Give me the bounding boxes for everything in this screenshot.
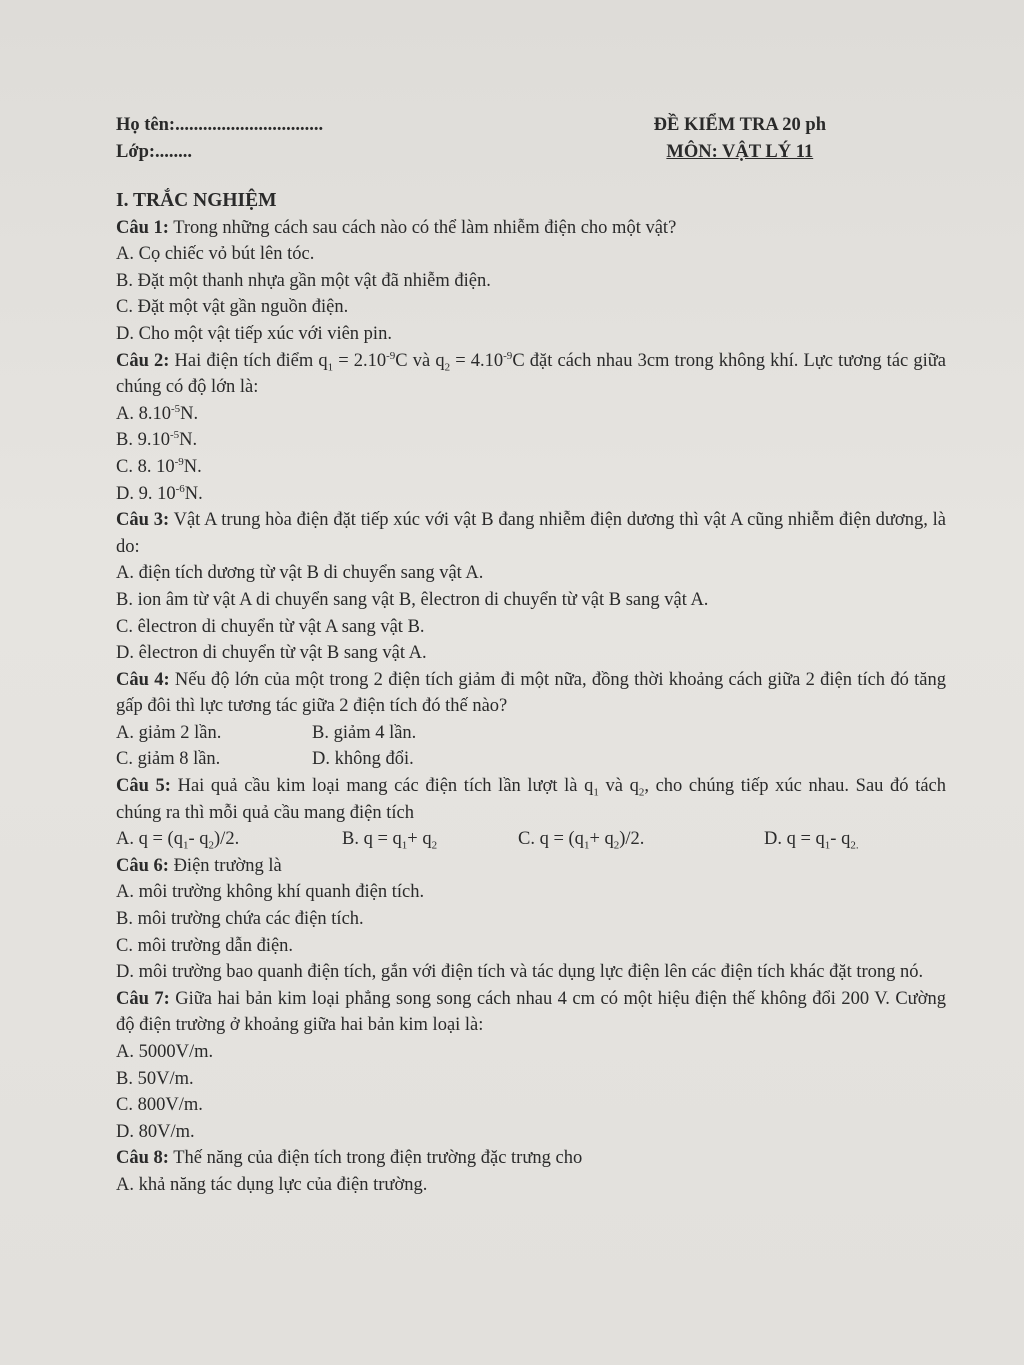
q4-option-b: B. giảm 4 lần. xyxy=(312,722,417,743)
question-text: Thế năng của điện tích trong điện trường đặc trưng cho xyxy=(168,1148,583,1169)
exam-header xyxy=(116,112,946,166)
q4-option-a: A. giảm 2 lần. xyxy=(116,722,222,743)
subject-title: MÔN: VẬT LÝ 11 xyxy=(666,142,814,162)
question-text: Giữa hai bản kim loại phẳng song song cách nhau 4 cm có một hiệu điện thế không đổi 200 V. Cường độ điện trường ở khoảng giữa hai bản kim loại là: xyxy=(116,988,946,1036)
q1-option-c: C. Đặt một vật gần nguồn điện. xyxy=(116,297,349,318)
q8-option-a: A. khả năng tác dụng lực của điện trường. xyxy=(116,1174,428,1195)
q5-option-b: B. $q = q_1+ q_2$ xyxy=(342,829,438,852)
q6-option-b: B. môi trường chứa các điện tích. xyxy=(116,909,364,930)
question-label: Câu 6: xyxy=(116,855,169,876)
question-text: Vật A trung hòa điện đặt tiếp xúc với vật B đang nhiễm điện dương thì vật A cũng nhiễm điện dương, là do: xyxy=(116,510,946,557)
q2-option-d: D. 9. $10^{-6}N$. xyxy=(116,482,203,504)
q3-option-a: A. điện tích dương từ vật B di chuyển sang vật A. xyxy=(116,563,484,584)
q6-option-a: A. môi trường không khí quanh điện tích. xyxy=(116,882,425,903)
q1-option-b: B. Đặt một thanh nhựa gần một vật đã nhiễm điện. xyxy=(116,270,491,291)
question-3 xyxy=(116,507,946,560)
q7-option-d: D. 80V/m. xyxy=(116,1121,195,1142)
q7-option-a: A. 5000V/m. xyxy=(116,1042,214,1062)
q7-option-c: C. 800V/m. xyxy=(116,1095,203,1116)
section-title: I. TRẮC NGHIỆM xyxy=(116,190,277,211)
question-label: Câu 1: xyxy=(116,217,169,238)
q3-option-b: B. ion âm từ vật A di chuyển sang vật B, êlectron di chuyển từ vật B sang vật A. xyxy=(116,589,709,610)
question-2: Câu 2: Hai điện tích điểm $q_1 = 2.10^{-9}C$ và $q_2 = 4.10^{-9}C$ đặt cách nhau 3cm trong không khí. Lực tương tác giữa chúng có độ lớn là: xyxy=(116,349,946,398)
q3-option-d: D. êlectron di chuyển từ vật B sang vật A. xyxy=(116,643,427,664)
q4-options-row-2 xyxy=(116,746,946,773)
question-7 xyxy=(116,986,946,1039)
q5-option-d: D. $q = q_1-$ $q_{2.}$ xyxy=(764,829,859,852)
q7-option-b: B. 50V/m. xyxy=(116,1068,194,1089)
q3-option-c: C. êlectron di chuyển từ vật A sang vật B. xyxy=(116,616,425,637)
q2-option-a: A. $8.10^{-5}N$. xyxy=(116,402,199,424)
question-6 xyxy=(116,853,946,880)
question-5: Câu 5: Hai quả cầu kim loại mang các điện tích lần lượt là $q_1$ và $q_2$, cho chúng tiếp xúc nhau. Sau đó tách chúng ra thì mỗi quả cầu mang điện tích xyxy=(116,776,947,823)
question-8 xyxy=(116,1145,946,1172)
class-field-label: Lớp:........ xyxy=(116,142,193,162)
question-label: Câu 4: xyxy=(116,669,170,690)
question-text: Nếu độ lớn của một trong 2 điện tích giảm đi một nữa, đồng thời khoảng cách giữa 2 điện tích đó tăng gấp đôi thì lực tương tác giữa 2 điện tích đó thế nào? xyxy=(116,669,946,717)
q5-option-c: C. $q = (q_1+ q_2)/2$. xyxy=(518,829,645,852)
exam-content xyxy=(116,112,946,1199)
name-field-label: Họ tên:................................ xyxy=(116,115,324,135)
q4-option-d: D. không đổi. xyxy=(312,749,414,770)
question-1 xyxy=(116,215,946,242)
question-label: Câu 8: xyxy=(116,1148,169,1169)
question-text: Trong những cách sau cách nào có thể làm nhiễm điện cho một vật? xyxy=(168,217,677,238)
q5-option-a: A. $q = (q_1-$ $q_2)/2$. xyxy=(116,829,240,852)
question-label: Câu 7: xyxy=(116,988,170,1009)
q4-options-row-1 xyxy=(116,720,946,747)
q5-options-row xyxy=(116,826,946,853)
q6-option-c: C. môi trường dẫn điện. xyxy=(116,935,294,956)
question-label: Câu 5: xyxy=(116,776,171,797)
q2-option-c: C. 8. $10^{-9}N$. xyxy=(116,455,202,477)
question-label: Câu 3: xyxy=(116,510,170,531)
q4-option-c: C. giảm 8 lần. xyxy=(116,749,221,770)
q2-option-b: B. $9.10^{-5}N$. xyxy=(116,429,198,451)
q1-option-d: D. Cho một vật tiếp xúc với viên pin. xyxy=(116,323,392,344)
question-4 xyxy=(116,667,946,720)
question-label: Câu 2: xyxy=(116,350,170,371)
q6-option-d: D. môi trường bao quanh điện tích, gắn với điện tích và tác dụng lực điện lên các điện tích khác đặt trong nó. xyxy=(116,962,924,983)
exam-title: ĐỀ KIỂM TRA 20 ph xyxy=(653,115,826,135)
q1-option-a: A. Cọ chiếc vỏ bút lên tóc. xyxy=(116,244,315,265)
question-text: Điện trường là xyxy=(168,855,282,876)
